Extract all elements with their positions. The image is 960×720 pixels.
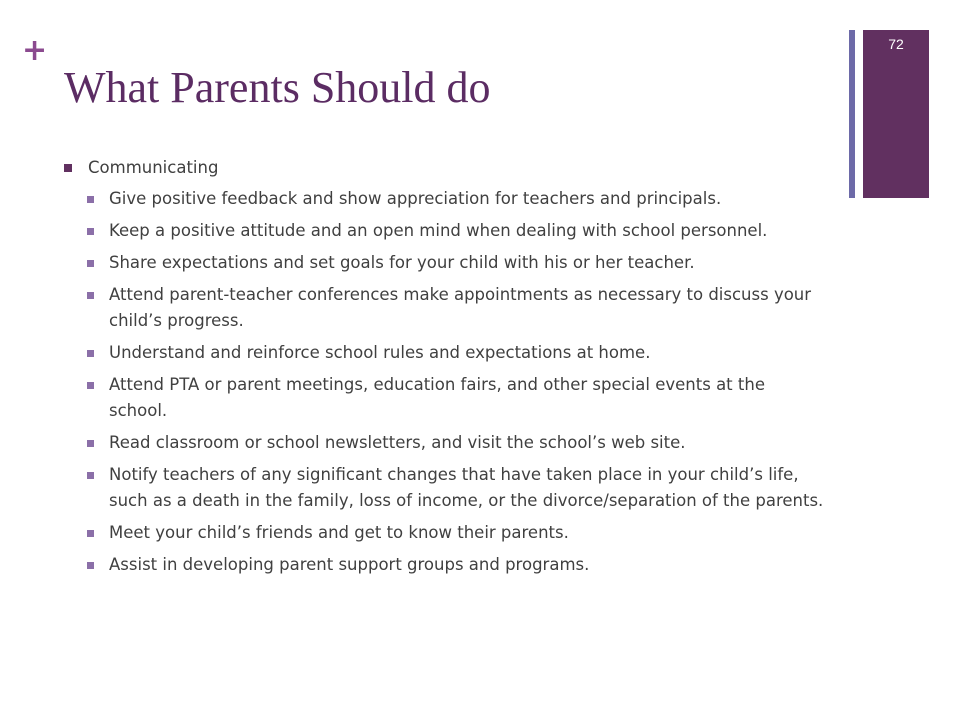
list-item-text: Share expectations and set goals for your child with his or her teacher. [109, 253, 695, 272]
accent-bar-thick [863, 30, 929, 198]
square-bullet-icon [87, 472, 94, 479]
bullet-list [64, 186, 824, 578]
list-item-text: Understand and reinforce school rules and expectations at home. [109, 343, 651, 362]
list-item [64, 186, 824, 212]
list-item-text: Give positive feedback and show appreciation for teachers and principals. [109, 189, 722, 208]
square-bullet-icon [64, 164, 72, 172]
list-item-text: Attend PTA or parent meetings, education fairs, and other special events at the school. [109, 375, 765, 420]
list-item-text: Keep a positive attitude and an open mind when dealing with school personnel. [109, 221, 768, 240]
page-number: 72 [888, 36, 904, 52]
list-item [64, 520, 824, 546]
list-item [64, 552, 824, 578]
square-bullet-icon [87, 440, 94, 447]
list-item-text: Read classroom or school newsletters, and visit the school’s web site. [109, 433, 686, 452]
list-item [64, 250, 824, 276]
list-item-text: Attend parent-teacher conferences make appointments as necessary to discuss your child’s progress. [109, 285, 812, 330]
square-bullet-icon [87, 350, 94, 357]
list-item [64, 462, 824, 514]
list-item [64, 372, 824, 424]
square-bullet-icon [87, 228, 94, 235]
square-bullet-icon [87, 530, 94, 537]
square-bullet-icon [87, 382, 94, 389]
plus-icon: + [22, 33, 48, 68]
list-item [64, 340, 824, 366]
list-item-text: Notify teachers of any significant changes that have taken place in your child’s life, such as a death in the family, loss of income, or the divorce/separation of the parents. [109, 465, 824, 510]
list-item-text: Meet your child’s friends and get to know their parents. [109, 523, 569, 542]
accent-bar-thin [849, 30, 855, 198]
square-bullet-icon [87, 292, 94, 299]
slide-content [64, 154, 824, 584]
list-item [64, 282, 824, 334]
square-bullet-icon [87, 562, 94, 569]
square-bullet-icon [87, 196, 94, 203]
list-item-text: Assist in developing parent support groups and programs. [109, 555, 590, 574]
section-heading: Communicating [88, 158, 219, 177]
list-item [64, 218, 824, 244]
square-bullet-icon [87, 260, 94, 267]
slide-title: What Parents Should do [64, 63, 491, 112]
section-heading-item [64, 154, 824, 182]
list-item [64, 430, 824, 456]
